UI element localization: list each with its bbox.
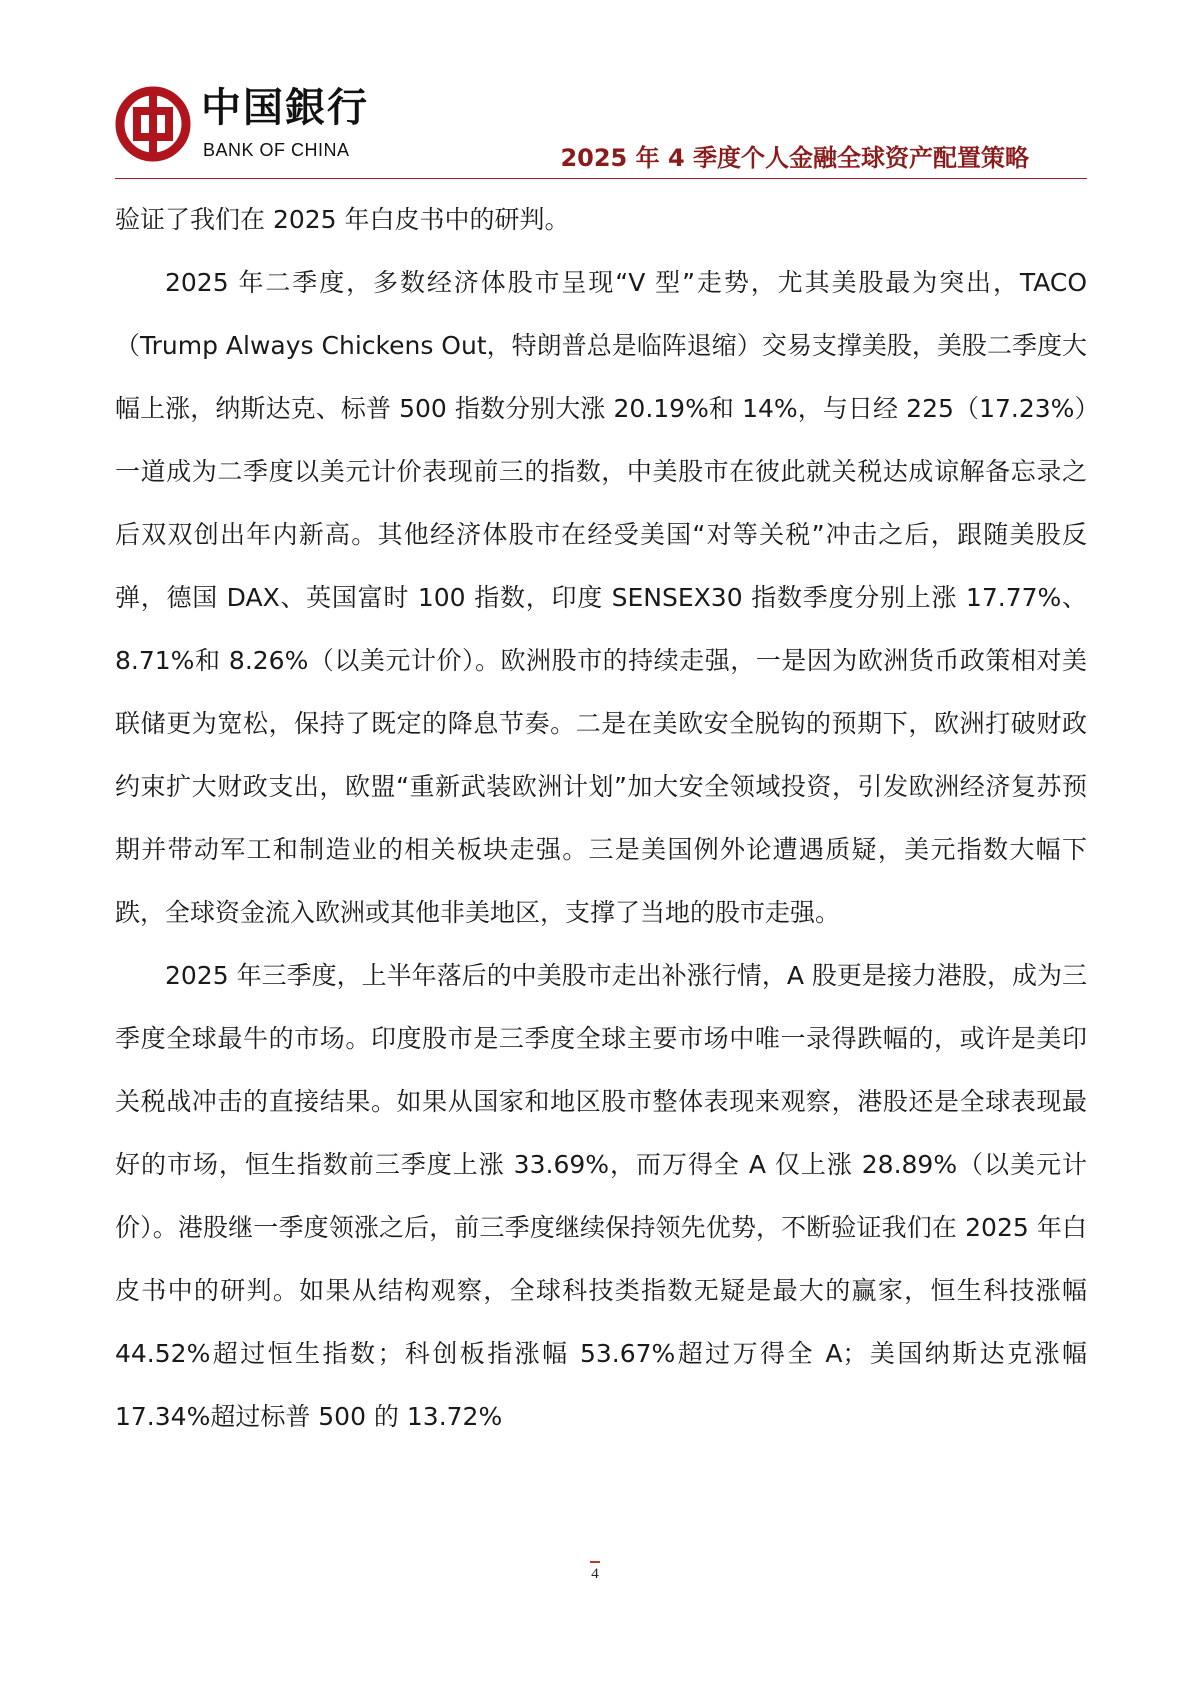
page-header (115, 82, 1087, 180)
paragraph-2: 2025 年二季度，多数经济体股市呈现“V 型”走势，尤其美股最为突出，TACO（Trump Always Chickens Out，特朗普总是临阵退缩）交易支撑美股，美股二季度大幅上涨，纳斯达克、标普 500 指数分别大涨 20.19%和 14%，与日经 225（17.23%）一道成为二季度以美元计价表现前三的指数，中美股市在彼此就关税达成谅解备忘录之后双双创出年内新高。其他经济体股市在经受美国“对等关税”冲击之后，跟随美股反弹，德国 DAX、英国富时 100 指数，印度 SENSEX30 指数季度分别上涨 17.77%、8.71%和 8.26%（以美元计价）。欧洲股市的持续走强，一是因为欧洲货币政策相对美联储更为宽松，保持了既定的降息节奏。二是在美欧安全脱钩的预期下，欧洲打破财政约束扩大财政支出，欧盟“重新武装欧洲计划”加大安全领域投资，引发欧洲经济复苏预期并带动军工和制造业的相关板块走强。三是美国例外论遭遇质疑，美元指数大幅下跌，全球资金流入欧洲或其他非美地区，支撑了当地的股市走强。 (115, 268, 1087, 927)
page-number: 4 (591, 1566, 599, 1582)
paragraph-3: 2025 年三季度，上半年落后的中美股市走出补涨行情，A 股更是接力港股，成为三季度全球最牛的市场。印度股市是三季度全球主要市场中唯一录得跌幅的，或许是美印关税战冲击的直接结果。如果从国家和地区股市整体表现来观察，港股还是全球表现最好的市场，恒生指数前三季度上涨 33.69%，而万得全 A 仅上涨 28.89%（以美元计价）。港股继一季度领涨之后，前三季度继续保持领先优势，不断验证我们在 2025 年白皮书中的研判。如果从结构观察，全球科技类指数无疑是最大的赢家，恒生科技涨幅 44.52%超过恒生指数；科创板指涨幅 53.67%超过万得全 A；美国纳斯达克涨幅 17.34%超过标普 500 的 13.72% (115, 961, 1087, 1431)
logo-chinese-name: 中国銀行 (201, 84, 369, 131)
report-title: 2025 年 4 季度个人金融全球资产配置策略 (560, 144, 1029, 172)
logo-english-name: BANK OF CHINA (203, 140, 350, 160)
paragraph-1: 验证了我们在 2025 年白皮书中的研判。 (115, 205, 570, 234)
bank-of-china-logo-icon (115, 86, 191, 162)
header-divider (115, 178, 1087, 179)
body-text (115, 188, 1087, 1448)
footer-mark (590, 1561, 600, 1563)
